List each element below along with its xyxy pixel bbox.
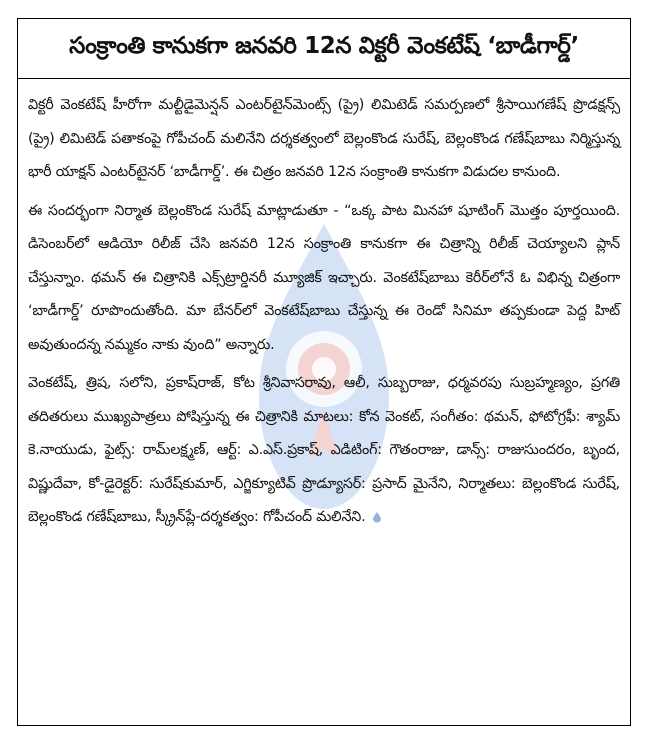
article-paragraph: ఈ సందర్భంగా నిర్మాత బెల్లంకొండ సురేష్ మాట్లాడుతూ - “ఒక్క పాట మినహా షూటింగ్ మొత్తం పూర్తయింది. డిసెంబర్‌లో ఆడియో రిలీజ్ చేసి జనవరి 12న సంక్రాంతి కానుకగా ఈ చిత్రాన్ని రిలీజ్ చెయ్యాలని ప్లాన్ చేస్తున్నాం. థమన్ ఈ చిత్రానికి ఎక్స్‌ట్రార్డినరీ మ్యూజిక్ ఇచ్చారు. వెంకటేష్‌బాబు కెరీర్‌లోనే ఓ విభిన్న చిత్రంగా ‘బాడీగార్డ్’ రూపొందుతోంది. మా బేనర్‌లో వెంకటేష్‌బాబు చేస్తున్న ఈ రెండో సినిమా తప్పకుండా పెద్ద హిట్ అవుతుందన్న నమ్మకం నాకు వుంది” అన్నారు. [28,202,620,353]
article-frame [17,18,631,726]
headline-bar [18,19,630,79]
article-paragraph-last [28,367,620,535]
article-paragraph: విక్టరీ వెంకటేష్ హీరోగా మల్టీడైమెన్షన్ ఎంటర్‌టైన్‌మెంట్స్ (ప్రై) లిమిటెడ్ సమర్పణలో శ్రీసాయిగణేష్ ప్రొడక్షన్స్ (ప్రై) లిమిటెడ్ పతాకంపై గోపీచంద్ మలినేని దర్శకత్వంలో బెల్లంకొండ సురేష్, బెల్లంకొండ గణేష్‌బాబు నిర్మిస్తున్న భారీ యాక్షన్ ఎంటర్‌టైనర్ ‘బాడీగార్డ్’. ఈ చిత్రం జనవరి 12న సంక్రాంతి కానుకగా విడుదల కానుంది. [28,97,620,180]
article-headline: సంక్రాంతి కానుకగా జనవరి 12న విక్టరీ వెంకటేష్ ‘బాడీగార్డ్’ [69,32,579,59]
article-body [18,79,630,725]
article-paragraph-text: వెంకటేష్, త్రిష, సలోని, ప్రకాష్‌రాజ్, కోట శ్రీనివాసరావు, ఆలీ, సుబ్బరాజు, ధర్మవరపు సుబ్రహ్మణ్యం, ప్రగతి తదితరులు ముఖ్యపాత్రలు పోషిస్తున్న ఈ చిత్రానికి మాటలు: కోన వెంకట్, సంగీతం: థమన్, ఫోటోగ్రఫీ: శ్యామ్ కె.నాయుడు, ఫైట్స్: రామ్‌లక్ష్మణ్, ఆర్ట్: ఎ.ఎస్.ప్రకాష్, ఎడిటింగ్: గౌతంరాజు, డాన్స్: రాజుసుందరం, బృంద, విష్ణుదేవా, కో-డైరెక్టర్: సురేష్‌కుమార్, ఎగ్జిక్యూటివ్ ప్రొడ్యూసర్: ప్రసాద్ మైనేని, నిర్మాతలు: బెల్లంకొండ సురేష్, బెల్లంకొండ గణేష్‌బాబు, స్క్రీన్‌ప్లే-దర్శకత్వం: గోపీచంద్ మలినేని. [28,375,620,525]
drop-icon [371,511,383,523]
